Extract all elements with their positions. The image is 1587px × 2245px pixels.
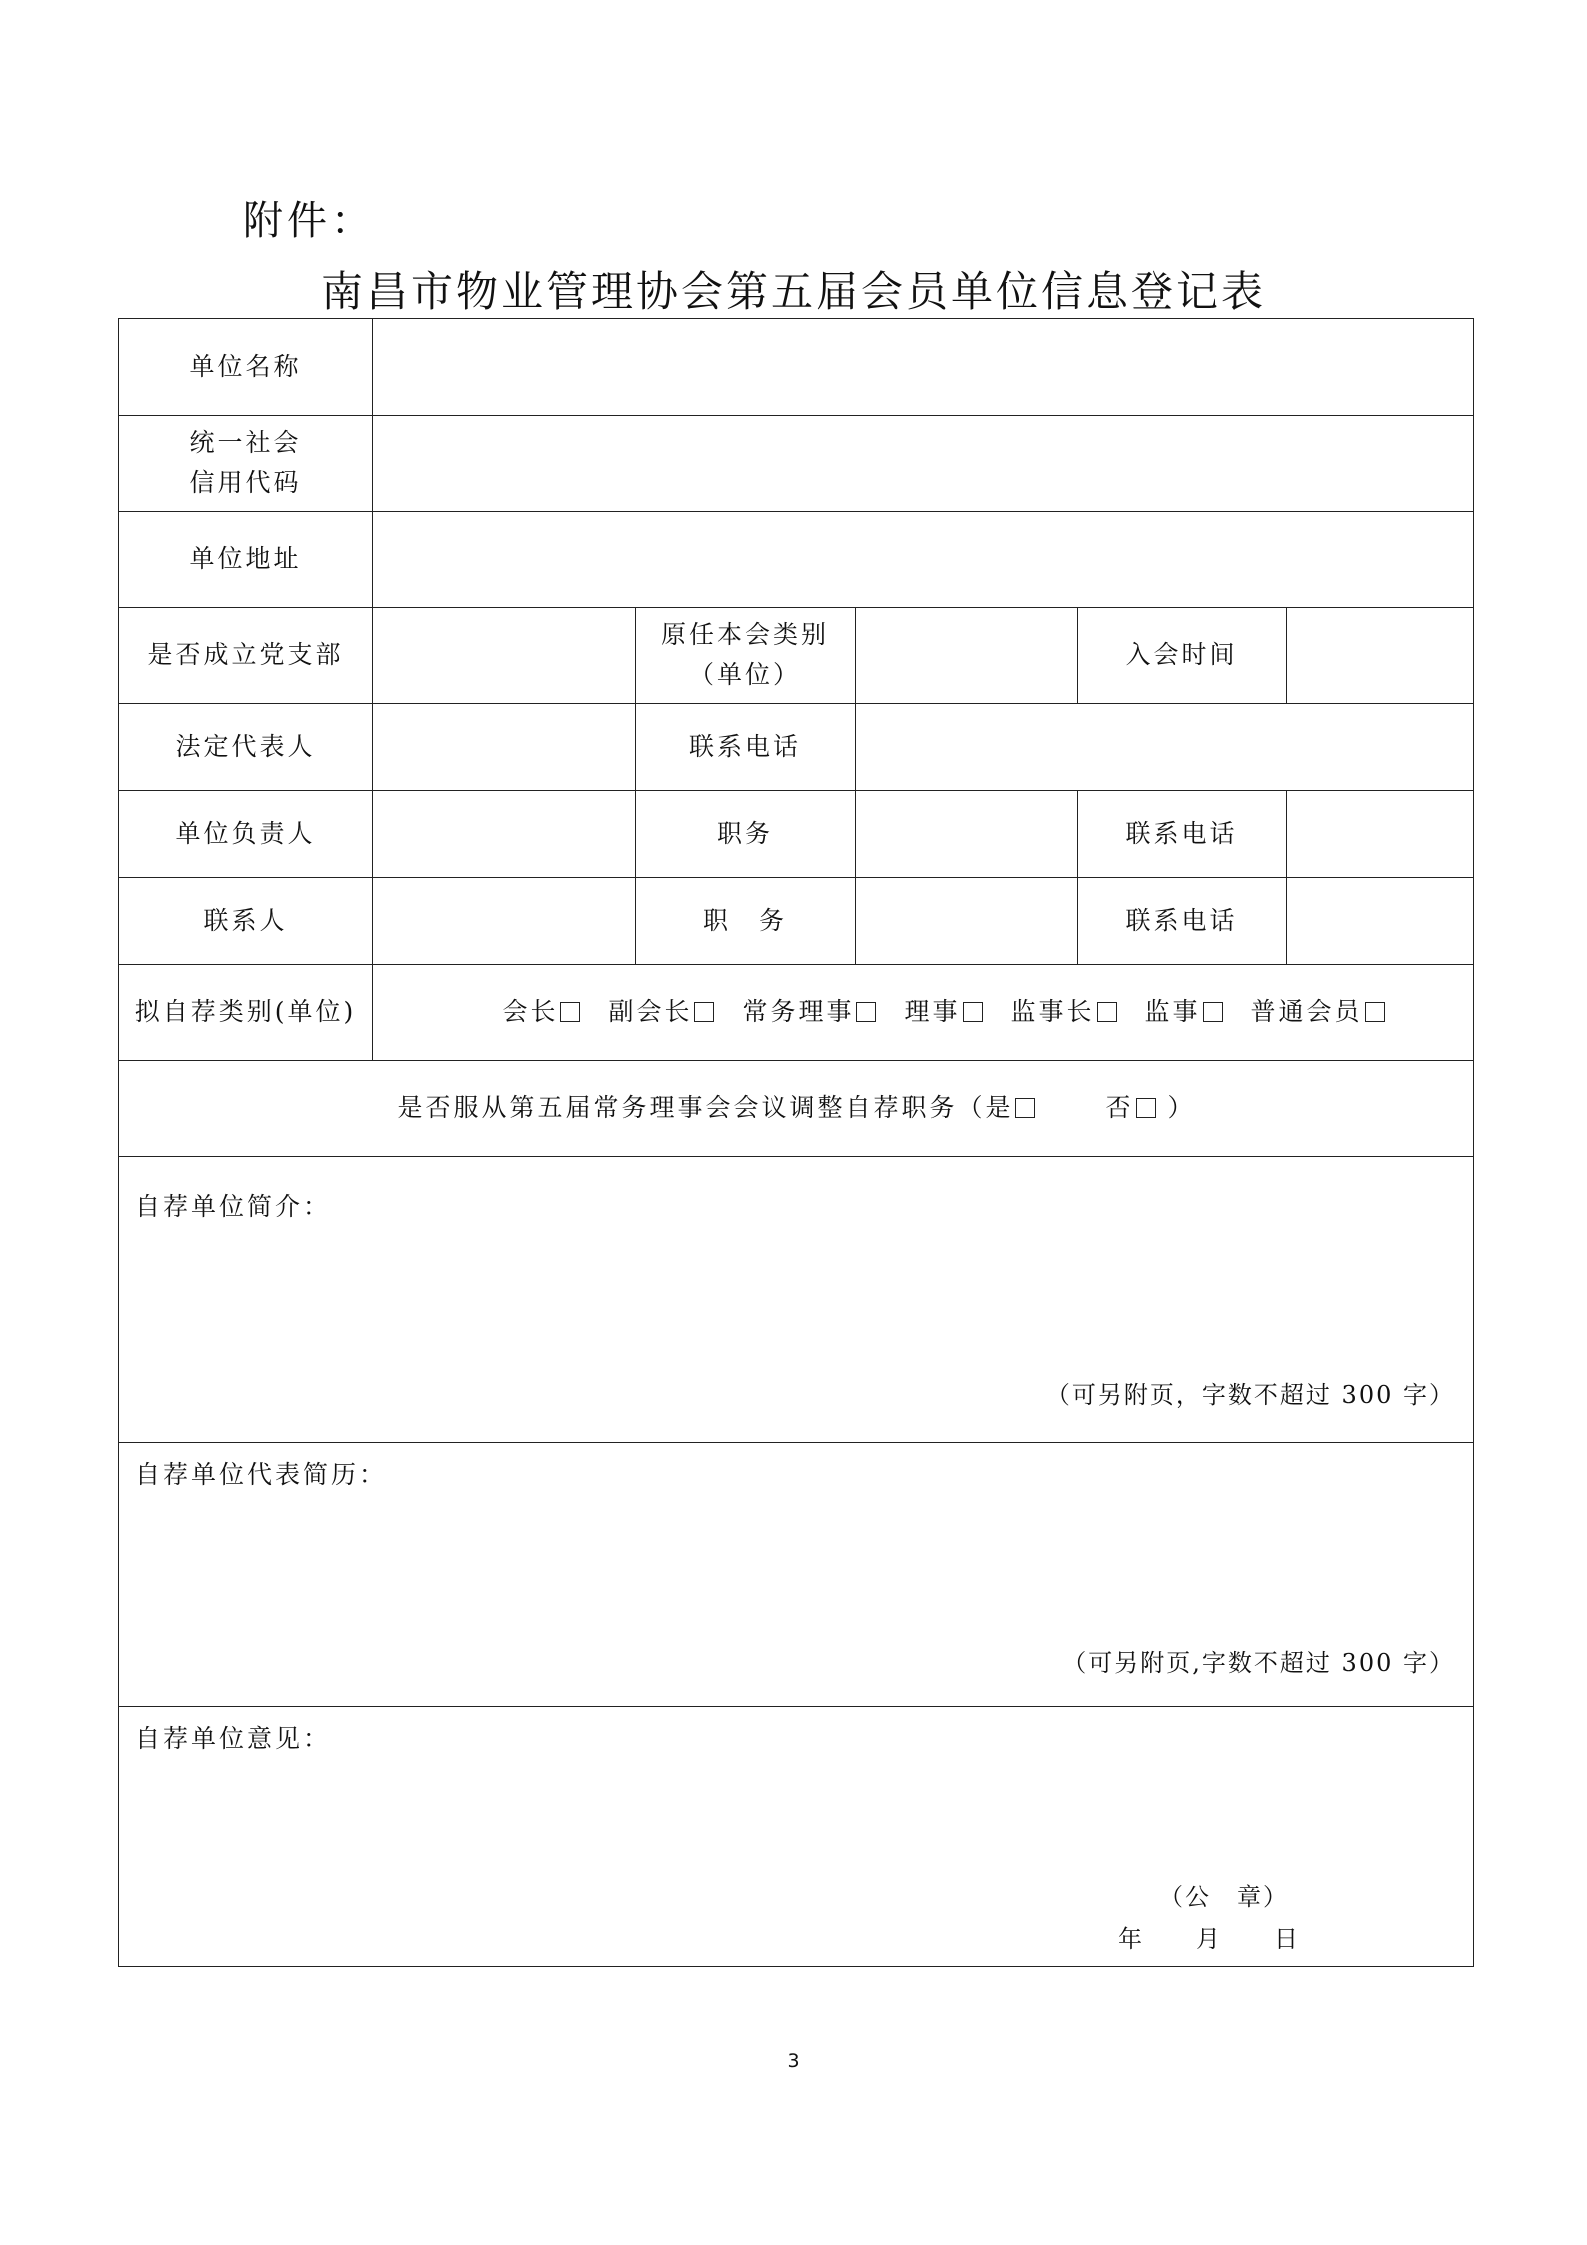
category-option[interactable]	[608, 992, 714, 1032]
credit-code-label	[119, 415, 372, 511]
credit-code-label-line2: 信用代码	[189, 468, 302, 497]
unit-name-field[interactable]	[373, 319, 1474, 415]
original-category-field[interactable]	[856, 607, 1077, 703]
legal-rep-field[interactable]	[373, 703, 635, 790]
unit-name-label: 单位名称	[189, 352, 302, 381]
checkbox[interactable]	[560, 1002, 580, 1022]
page-number: 3	[787, 2050, 800, 2072]
head-phone-label: 联系电话	[1125, 818, 1238, 848]
original-category-label	[635, 607, 855, 703]
head-field[interactable]	[373, 790, 635, 877]
category-label: 拟自荐类别(单位)	[134, 997, 357, 1026]
head-position-field[interactable]	[856, 790, 1077, 877]
credit-code-field[interactable]	[373, 415, 1474, 511]
row-divider	[119, 1442, 1473, 1443]
category-option-label: 常务理事	[742, 997, 855, 1026]
contact-position-label: 职 务	[702, 905, 787, 935]
category-option[interactable]	[1011, 992, 1117, 1032]
resume-label: 自荐单位代表简历：	[135, 1460, 388, 1489]
contact-label: 联系人	[203, 905, 288, 935]
category-option-label: 理事	[904, 997, 961, 1026]
category-option[interactable]	[502, 992, 580, 1032]
category-option[interactable]	[1251, 992, 1385, 1032]
category-option[interactable]	[742, 992, 876, 1032]
legal-rep-phone-field[interactable]	[856, 703, 1474, 790]
comply-yes-checkbox[interactable]	[1015, 1098, 1035, 1118]
category-option-label: 普通会员	[1250, 997, 1363, 1026]
checkbox[interactable]	[1365, 1002, 1385, 1022]
head-phone-field[interactable]	[1287, 790, 1474, 877]
join-time-label: 入会时间	[1125, 640, 1238, 669]
comply-no-checkbox[interactable]	[1136, 1098, 1156, 1118]
contact-field[interactable]	[373, 877, 635, 964]
checkbox[interactable]	[1203, 1002, 1223, 1022]
category-option-label: 会长	[502, 997, 559, 1026]
address-label: 单位地址	[189, 544, 302, 573]
checkbox[interactable]	[963, 1002, 983, 1022]
contact-phone-field[interactable]	[1287, 877, 1474, 964]
head-label: 单位负责人	[175, 818, 316, 848]
category-option[interactable]	[904, 992, 982, 1032]
intro-note: （可另附页，字数不超过 300 字）	[1045, 1381, 1455, 1409]
party-branch-field[interactable]	[373, 607, 635, 703]
head-position-label: 职务	[716, 818, 773, 848]
date-label: 年 月 日	[1118, 1925, 1300, 1953]
intro-label: 自荐单位简介：	[135, 1192, 332, 1221]
attachment-label: 附件：	[243, 198, 375, 244]
original-category-line1: 原任本会类别	[660, 620, 829, 649]
address-field[interactable]	[373, 511, 1474, 607]
category-options	[373, 964, 1474, 1060]
party-branch-label: 是否成立党支部	[147, 640, 344, 669]
category-option-label: 监事长	[1010, 997, 1095, 1026]
checkbox[interactable]	[1097, 1002, 1117, 1022]
original-category-line2: （单位）	[688, 660, 801, 689]
contact-position-field[interactable]	[856, 877, 1077, 964]
checkbox[interactable]	[694, 1002, 714, 1022]
category-option-label: 副会长	[608, 997, 693, 1026]
comply-suffix: ）	[1167, 1093, 1196, 1122]
registration-form	[118, 318, 1474, 1967]
legal-rep-label: 法定代表人	[175, 731, 316, 761]
form-title: 南昌市物业管理协会第五届会员单位信息登记表	[320, 267, 1266, 316]
checkbox[interactable]	[856, 1002, 876, 1022]
category-option[interactable]	[1145, 992, 1223, 1032]
opinion-label: 自荐单位意见：	[135, 1724, 332, 1753]
row-divider	[119, 1706, 1473, 1707]
resume-note: （可另附页,字数不超过 300 字）	[1062, 1649, 1455, 1677]
category-option-label: 监事	[1144, 997, 1201, 1026]
seal-label: （公 章）	[1159, 1883, 1289, 1911]
join-time-field[interactable]	[1287, 607, 1474, 703]
comply-no-label: 否	[1105, 1093, 1134, 1122]
legal-rep-phone-label: 联系电话	[688, 731, 801, 761]
comply-question	[119, 1060, 1474, 1156]
comply-prefix: 是否服从第五届常务理事会会议调整自荐职务（是	[397, 1093, 1014, 1122]
row-divider	[119, 1156, 1473, 1157]
credit-code-label-line1: 统一社会	[189, 428, 302, 457]
contact-phone-label: 联系电话	[1125, 905, 1238, 935]
